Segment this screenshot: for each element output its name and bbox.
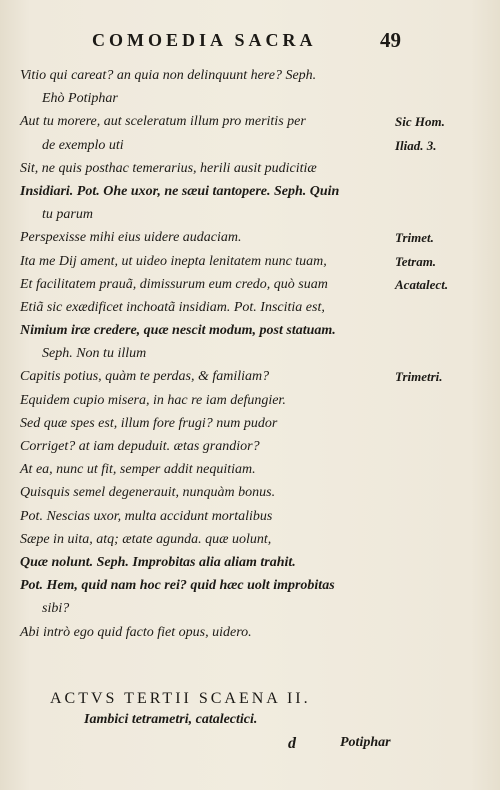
verse-line (20, 110, 490, 133)
verse-line (20, 64, 490, 87)
verse-line (20, 157, 490, 180)
verse-line-text: de exemplo uti (42, 137, 124, 153)
verse-line-text: tu parum (42, 207, 93, 223)
verse-line-text: Ehò Potiphar (42, 91, 118, 107)
verse-line-text: Quæ nolunt. Seph. Improbitas alia aliam trahit. (20, 554, 296, 570)
verse-line (20, 87, 490, 110)
verse-line-text: Sæpe in uita, atq; ætate agunda. quæ uolunt, (20, 531, 272, 547)
verse-line (20, 621, 490, 644)
verse-line (20, 203, 490, 226)
verse-line-text: Seph. Non tu illum (42, 346, 147, 362)
verse-line (20, 319, 490, 342)
verse-line (20, 528, 490, 551)
verse-line (20, 226, 490, 249)
verse-line (20, 389, 490, 412)
verse-line (20, 365, 490, 388)
verse-line-text: Insidiari. Pot. Ohe uxor, ne sæui tantopere. Seph. Quin (20, 183, 340, 199)
verse-line-text: Corriget? at iam depuduit. ætas grandior? (20, 439, 260, 454)
verse-line-text: sibi? (42, 601, 70, 617)
verse-line-text: Vitio qui careat? an quia non delinquunt here? Seph. (20, 68, 317, 83)
verse-line-text: At ea, nunc ut fit, semper addit nequitiam. (20, 462, 256, 478)
verse-line-text: Pot. Nescias uxor, multa accidunt mortalibus (20, 508, 273, 524)
verse-line (20, 597, 490, 620)
page-footer (0, 735, 500, 759)
verse-line-text: Abi intrò ego quid facto fiet opus, uidero. (20, 624, 252, 640)
verse-line-text: Sit, ne quis posthac temerarius, herili ausit pudicitiæ (20, 160, 317, 176)
margin-note: Trimetri. (395, 369, 443, 385)
catchword: Potiphar (340, 735, 391, 750)
signature-mark: d (288, 735, 296, 752)
verse-line (20, 180, 490, 203)
verse-line (20, 458, 490, 481)
verse-line-text: Capitis potius, quàm te perdas, & familiam? (20, 369, 270, 385)
verse-line (20, 250, 490, 273)
verse-line (20, 481, 490, 504)
verse-line (20, 273, 490, 296)
verse-line-text: Pot. Hem, quid nam hoc rei? quid hæc uolt improbitas (20, 578, 335, 594)
verse-line (20, 296, 490, 319)
verse-line-text: Nimium iræ credere, quæ nescit modum, post statuam. (20, 323, 336, 339)
margin-note: Tetram. (395, 253, 437, 269)
verse-line (20, 551, 490, 574)
verse-line-text: Etiã sic exædificet inchoatã insidiam. Pot. Inscitia est, (20, 299, 325, 315)
margin-note: Acatalect. (395, 276, 449, 292)
verse-line (20, 435, 490, 458)
page-header (0, 30, 500, 58)
page-number: 49 (380, 28, 401, 52)
verse-line-text: Quisquis semel degenerauit, nunquàm bonus. (20, 485, 276, 501)
verse-line-text: Perspexisse mihi eius uidere audaciam. (20, 230, 242, 246)
verse-line (20, 505, 490, 528)
verse-line (20, 134, 490, 157)
verse-line (20, 574, 490, 597)
verse-line-text: Sed quæ spes est, illum fore frugi? num pudor (20, 415, 278, 431)
margin-note: Sic Hom. (395, 114, 445, 130)
verse-line-text: Aut tu morere, aut sceleratum illum pro meritis per (20, 114, 306, 130)
verse-line (20, 412, 490, 435)
meter-description: Iambici tetrametri, catalectici. (84, 712, 258, 727)
verse-line-text: Equidem cupio misera, in hac re iam defungier. (20, 392, 286, 408)
running-title: COMOEDIA SACRA (92, 30, 317, 50)
margin-note: Iliad. 3. (395, 137, 437, 153)
verse-line (20, 342, 490, 365)
margin-note: Trimet. (395, 230, 434, 246)
verse-line-text: Et facilitatem prauã, dimissurum eum credo, quò suam (20, 276, 328, 292)
verse-line-text: Ita me Dij ament, ut uideo inepta lenitatem nunc tuam, (20, 253, 327, 269)
verse-text-block (20, 64, 490, 644)
act-scene-heading: ACTVS TERTII SCAENA II. (50, 690, 311, 707)
